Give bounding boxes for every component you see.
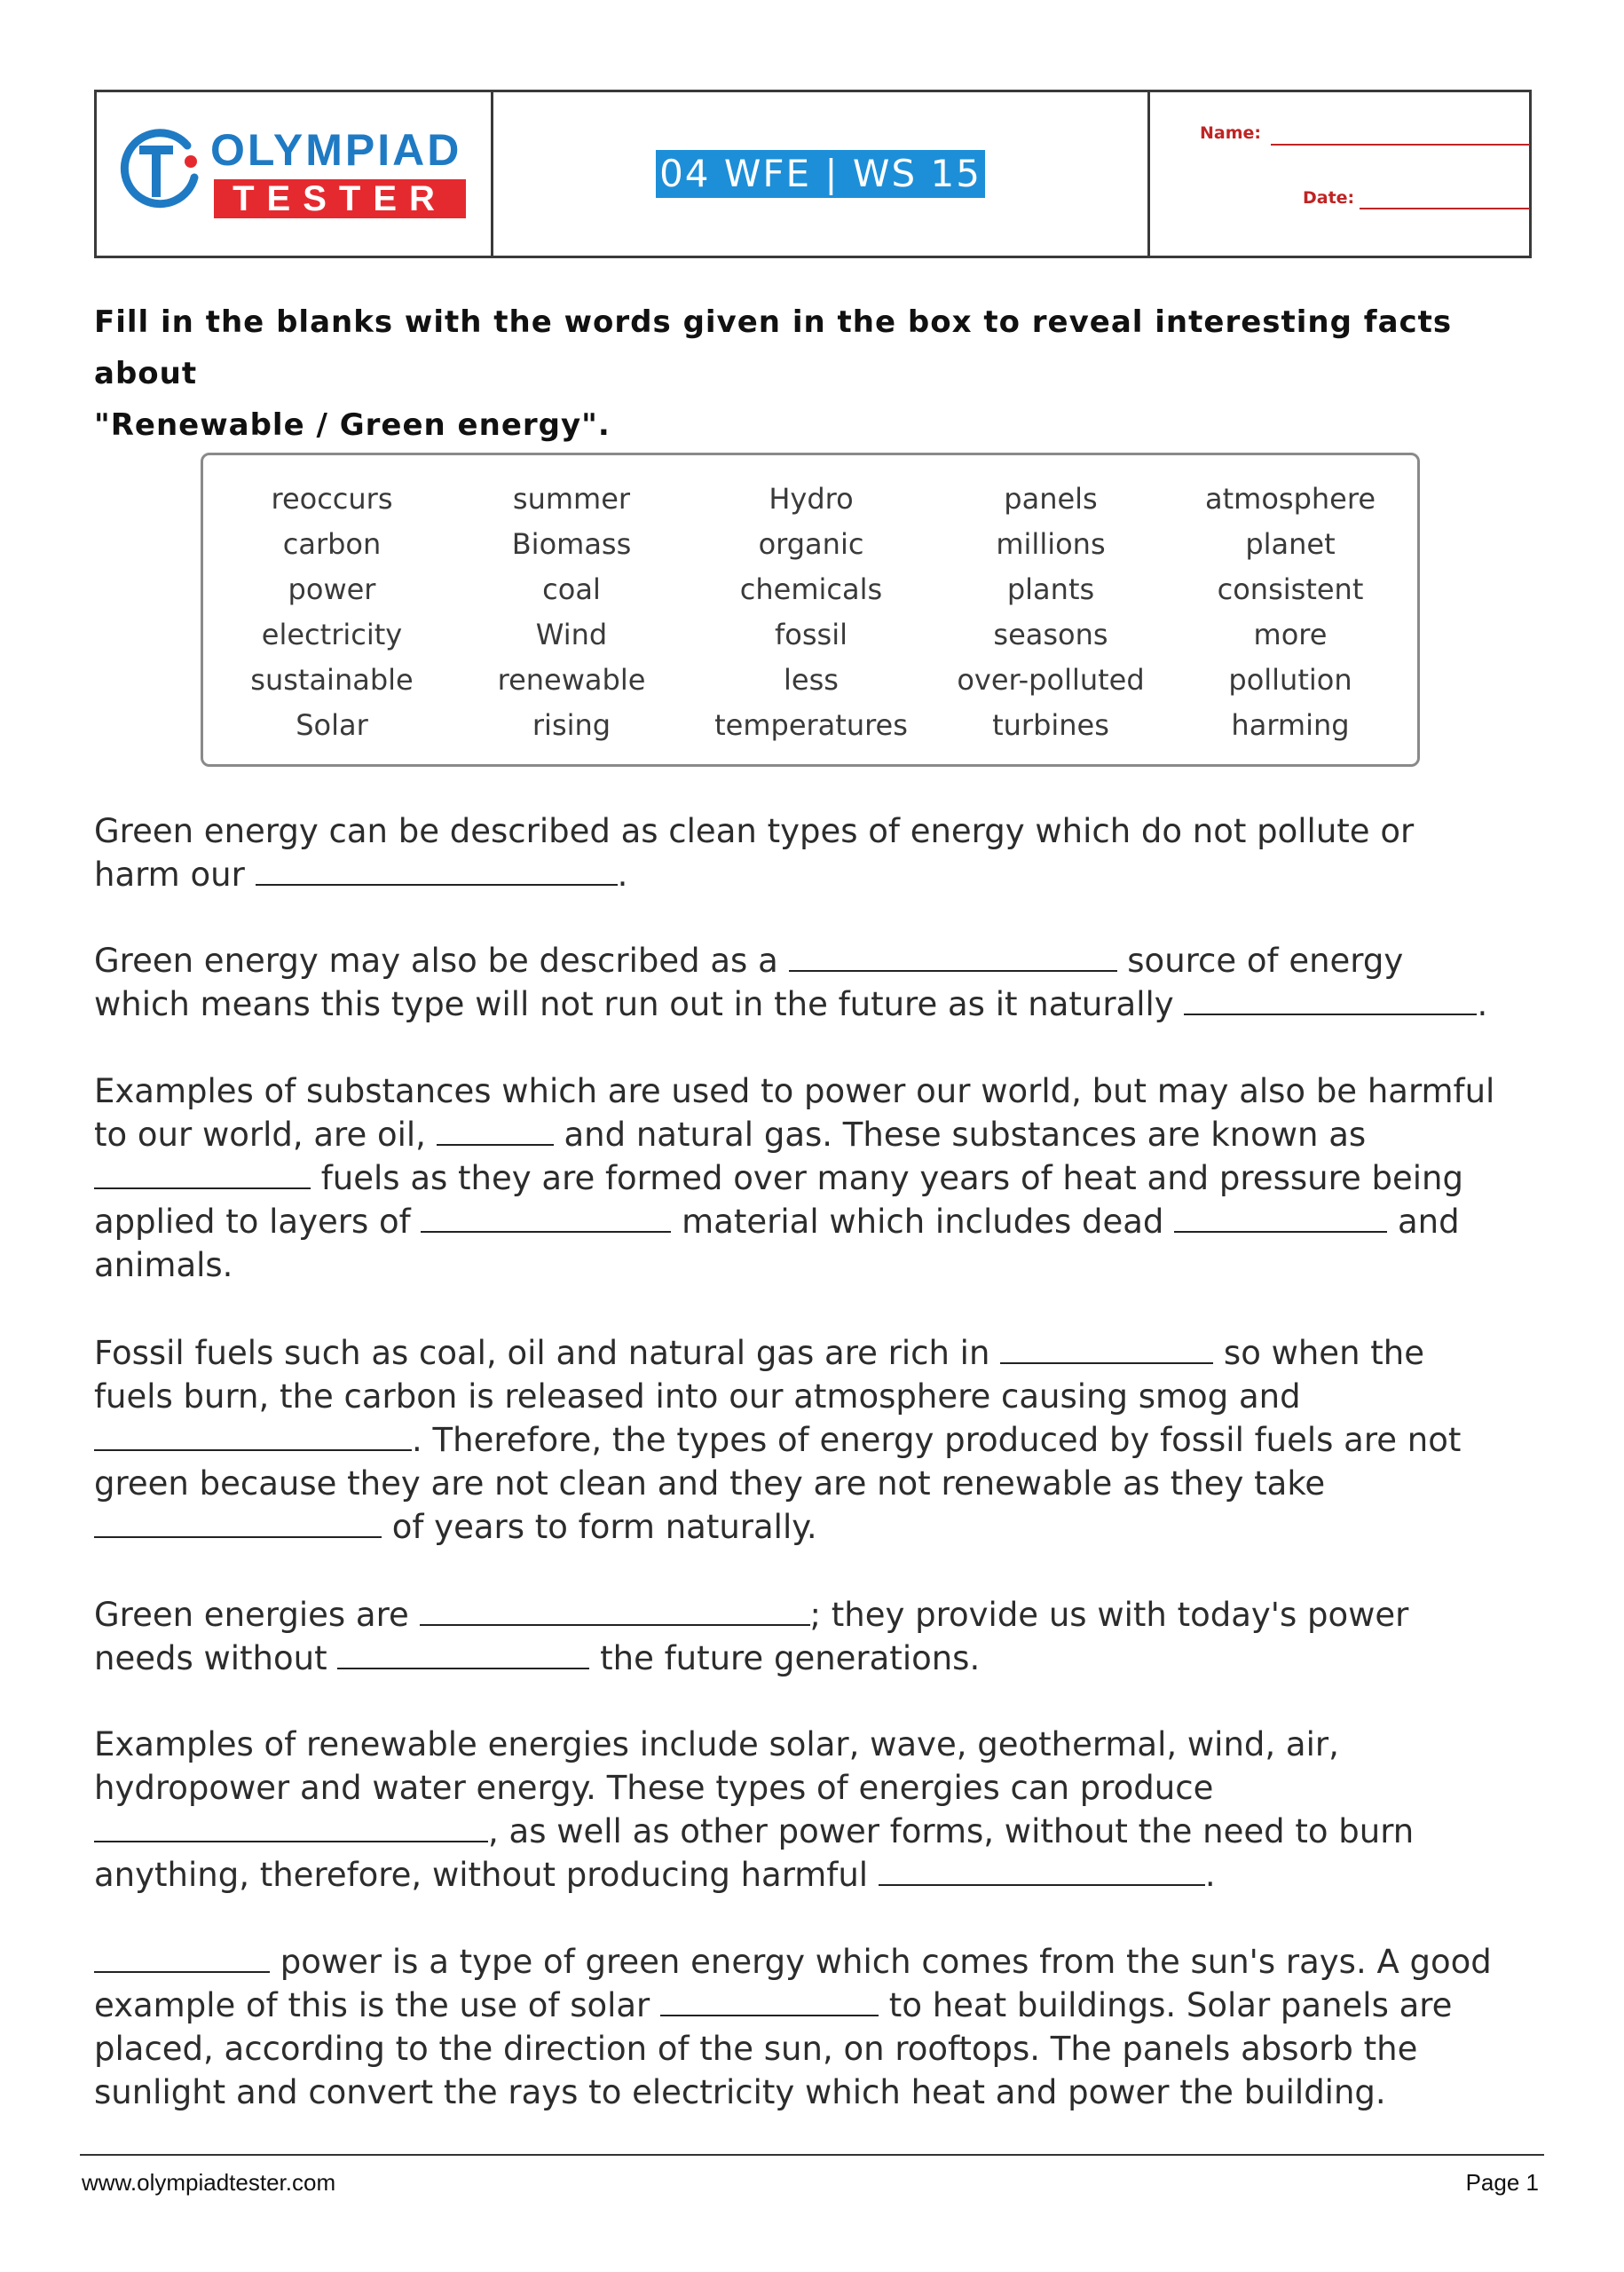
paragraph-line: [94, 1331, 1549, 1375]
word-bank-item: sustainable: [250, 663, 414, 697]
text-segment: source of energy: [1116, 942, 1404, 980]
paragraph-line: [94, 1200, 1549, 1243]
word-bank-item: electricity: [261, 618, 403, 651]
word-bank-item: consistent: [1217, 572, 1364, 606]
text-segment: which means this type will not run out in the future as it naturally: [94, 985, 1185, 1023]
text-segment: power is a type of green energy which comes from the sun's rays. A good: [270, 1943, 1492, 1981]
paragraph-1: [94, 809, 1549, 896]
paragraph-line: [94, 939, 1549, 982]
answer-blank[interactable]: [421, 1230, 671, 1233]
paragraph-line: [94, 1637, 1549, 1680]
date-field[interactable]: [1360, 208, 1530, 209]
paragraph-line: [94, 1418, 1549, 1462]
answer-blank[interactable]: [256, 883, 618, 886]
word-bank-item: reoccurs: [271, 482, 393, 516]
paragraph-line: [94, 1156, 1549, 1200]
paragraph-line: Green energy can be described as clean types of energy which do not pollute or: [94, 812, 1415, 850]
text-segment: . Therefore, the types of energy produced by fossil fuels are not: [412, 1421, 1462, 1459]
footer-url: www.olympiadtester.com: [82, 2169, 336, 2196]
paragraph-3: [94, 1069, 1549, 1287]
word-bank-item: plants: [1006, 572, 1095, 606]
paragraph-line: Examples of renewable energies include solar, wave, geothermal, wind, air,: [94, 1725, 1339, 1763]
text-segment: anything, therefore, without producing harmful: [94, 1856, 879, 1894]
paragraph-line: [94, 1984, 1549, 2027]
name-field[interactable]: [1271, 144, 1530, 146]
instructions: [94, 296, 1532, 451]
word-bank-item: organic: [758, 527, 864, 561]
text-segment: fuels as they are formed over many years of heat and pressure being: [311, 1159, 1463, 1197]
word-bank-item: Wind: [535, 618, 608, 651]
name-label: Name:: [1200, 123, 1262, 143]
word-bank-item: coal: [542, 572, 601, 606]
paragraph-line: [94, 1593, 1549, 1637]
text-segment: Green energy may also be described as a: [94, 942, 789, 980]
answer-blank[interactable]: [1174, 1230, 1387, 1233]
paragraph-4: [94, 1331, 1549, 1549]
word-bank-item: harming: [1231, 708, 1350, 742]
paragraph-line: green because they are not clean and they are not renewable as they take: [94, 1464, 1326, 1503]
text-segment: Green energies are: [94, 1596, 420, 1634]
text-segment: example of this is the use of solar: [94, 1986, 661, 2024]
paragraph-2: [94, 939, 1549, 1026]
answer-blank[interactable]: [660, 2014, 879, 2016]
text-segment: ; they provide us with today's power: [809, 1596, 1409, 1634]
text-segment: to heat buildings. Solar panels are: [879, 1986, 1453, 2024]
answer-blank[interactable]: [789, 969, 1117, 972]
word-bank-item: temperatures: [714, 708, 908, 742]
answer-blank[interactable]: [94, 1840, 488, 1842]
footer-page-number: Page 1: [1465, 2169, 1539, 2196]
paragraph-line: sunlight and convert the rays to electricity which heat and power the building.: [94, 2073, 1386, 2111]
answer-blank[interactable]: [94, 1970, 270, 1973]
paragraph-line: animals.: [94, 1246, 233, 1284]
word-bank-item: chemicals: [739, 572, 883, 606]
text-segment: and: [1387, 1203, 1460, 1241]
word-bank-item: Biomass: [511, 527, 632, 561]
name-date-cell: [1150, 92, 1529, 256]
word-bank-item: rising: [532, 708, 611, 742]
paragraph-5: [94, 1593, 1549, 1680]
instructions-line-2: "Renewable / Green energy".: [94, 407, 611, 443]
paragraph-line: [94, 1940, 1549, 1984]
worksheet-header: [94, 90, 1532, 258]
word-bank-item: renewable: [497, 663, 646, 697]
date-label: Date:: [1303, 188, 1355, 208]
paragraph-line: [94, 1113, 1549, 1156]
answer-blank[interactable]: [879, 1883, 1205, 1886]
logo-cell: [97, 92, 493, 256]
text-segment: to our world, are oil,: [94, 1116, 437, 1154]
word-bank-item: over-polluted: [957, 663, 1145, 697]
word-bank-item: planet: [1245, 527, 1336, 561]
answer-blank[interactable]: [420, 1623, 810, 1626]
answer-blank[interactable]: [94, 1535, 382, 1538]
word-bank-item: panels: [1004, 482, 1098, 516]
word-bank-item: summer: [512, 482, 631, 516]
instructions-line-1: Fill in the blanks with the words given in the box to reveal interesting facts about: [94, 304, 1453, 391]
text-segment: Fossil fuels such as coal, oil and natural gas are rich in: [94, 1334, 1001, 1372]
logo-olympiad-text: OLYMPIAD: [210, 125, 462, 175]
paragraph-line: [94, 1810, 1549, 1853]
word-bank-item: pollution: [1228, 663, 1352, 697]
word-bank-item: seasons: [993, 618, 1108, 651]
word-bank-box: [201, 453, 1420, 767]
worksheet-title: 04 WFE | WS 15: [656, 150, 985, 198]
word-bank-item: more: [1253, 618, 1328, 651]
answer-blank[interactable]: [1184, 1013, 1477, 1015]
text-segment: material which includes dead: [671, 1203, 1175, 1241]
word-bank-item: carbon: [282, 527, 382, 561]
text-segment: .: [1477, 985, 1488, 1023]
paragraph-line: Examples of substances which are used to power our world, but may also be harmful: [94, 1072, 1495, 1110]
answer-blank[interactable]: [1000, 1361, 1213, 1364]
paragraph-line: hydropower and water energy. These types of energies can produce: [94, 1769, 1214, 1807]
answer-blank[interactable]: [337, 1667, 589, 1669]
text-segment: .: [1204, 1856, 1216, 1894]
paragraph-7: [94, 1940, 1549, 2114]
logo-tester-text: TESTER: [214, 179, 466, 218]
word-bank-item: turbines: [992, 708, 1109, 742]
word-bank-item: less: [784, 663, 839, 697]
answer-blank[interactable]: [94, 1448, 412, 1451]
text-segment: harm our: [94, 856, 256, 894]
paragraph-line: [94, 1505, 1549, 1549]
paragraph-line: [94, 1853, 1549, 1897]
title-cell: [493, 92, 1150, 256]
answer-blank[interactable]: [94, 1187, 311, 1189]
answer-blank[interactable]: [437, 1143, 554, 1146]
word-bank-item: Hydro: [769, 482, 854, 516]
paragraph-line: fuels burn, the carbon is released into our atmosphere causing smog and: [94, 1377, 1301, 1416]
text-segment: so when the: [1213, 1334, 1425, 1372]
paragraph-line: placed, according to the direction of the sun, on rooftops. The panels absorb the: [94, 2030, 1418, 2068]
word-bank-item: Solar: [296, 708, 368, 742]
text-segment: , as well as other power forms, without the need to burn: [488, 1812, 1415, 1850]
footer-divider: [80, 2154, 1544, 2156]
text-segment: and natural gas. These substances are known as: [553, 1116, 1367, 1154]
paragraph-6: [94, 1723, 1549, 1897]
text-segment: applied to layers of: [94, 1203, 422, 1241]
olympiad-tester-logo-icon: [116, 126, 205, 215]
text-segment: the future generations.: [589, 1639, 981, 1677]
text-segment: of years to form naturally.: [382, 1508, 817, 1546]
word-bank-item: power: [288, 572, 376, 606]
word-bank-item: millions: [996, 527, 1106, 561]
text-segment: needs without: [94, 1639, 338, 1677]
paragraph-line: [94, 853, 1549, 896]
text-segment: .: [617, 856, 628, 894]
word-bank-grid: [212, 477, 1410, 748]
word-bank-item: atmosphere: [1205, 482, 1376, 516]
paragraph-line: [94, 982, 1549, 1026]
word-bank-item: fossil: [775, 618, 847, 651]
